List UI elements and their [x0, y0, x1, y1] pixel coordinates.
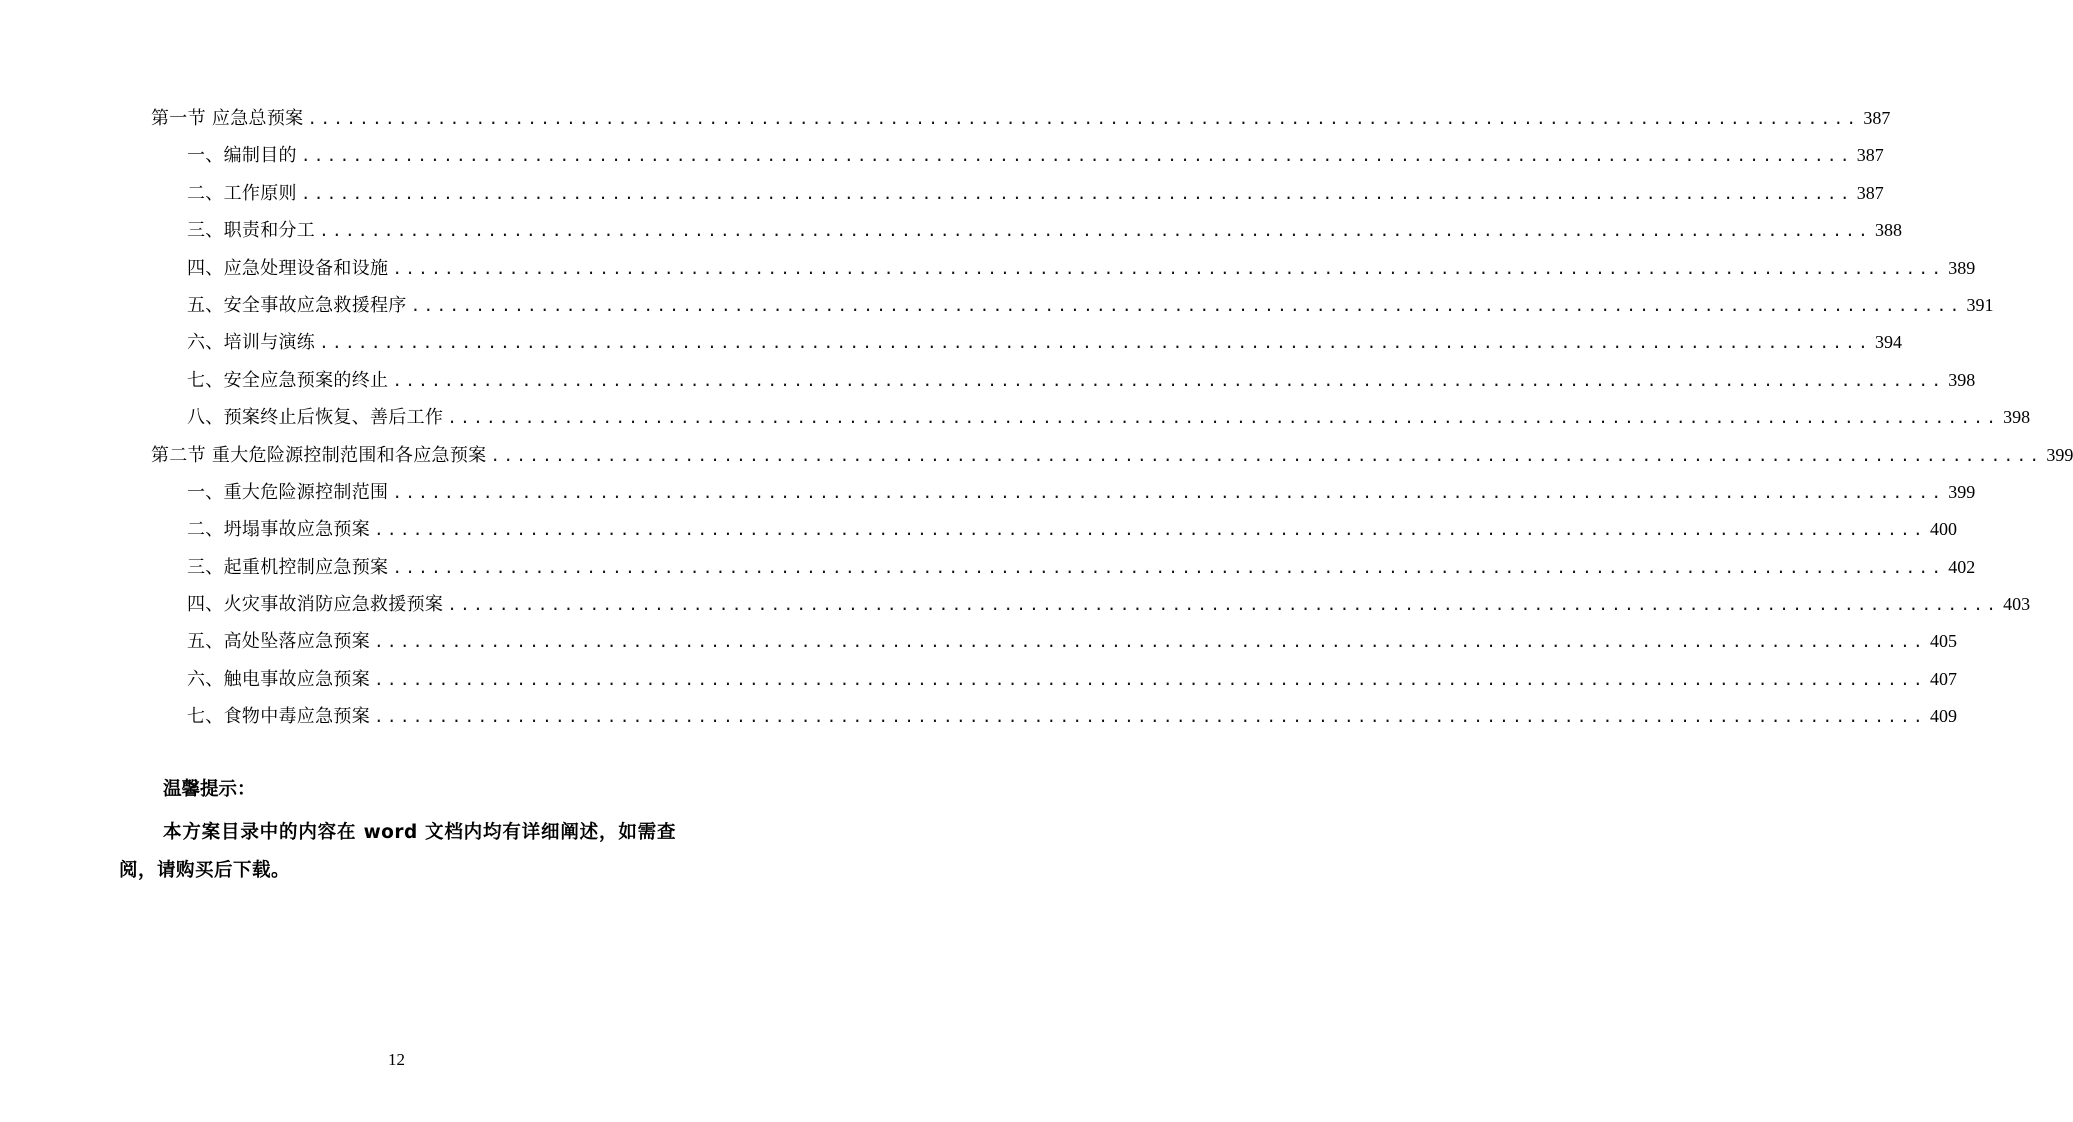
- toc-dot-leader: ........................................................................................................................: [392, 557, 1945, 577]
- toc-dot-leader: ........................................................................................................................: [447, 408, 2000, 428]
- toc-row: [0, 137, 1884, 174]
- toc-dot-leader: ........................................................................................................................: [374, 632, 1926, 652]
- toc-entry-page-number: 398: [1948, 369, 1976, 390]
- toc-entry-page-number: 387: [1856, 182, 1884, 203]
- toc-row: [0, 437, 2073, 474]
- toc-entry-page-number: 394: [1875, 332, 1903, 353]
- toc-row: [0, 549, 1976, 586]
- toc-subsection-entry[interactable]: [187, 294, 1994, 317]
- toc-entry-page-number: 399: [2046, 444, 2073, 465]
- tip-body: 本方案目录中的内容在 word 文档内均有详细阐述，如需查阅，请购买后下载。: [119, 822, 676, 881]
- toc-entry-title: 八、预案终止后恢复、善后工作: [187, 407, 444, 429]
- toc-subsection-entry[interactable]: [187, 630, 1957, 653]
- toc-entry-title: 七、食物中毒应急预案: [187, 706, 370, 728]
- toc-row: [0, 474, 1976, 511]
- toc-row: [0, 212, 1903, 249]
- toc-entry-page-number: 398: [2003, 407, 2031, 428]
- toc-entry-page-number: 405: [1929, 631, 1957, 652]
- toc-entry-page-number: 407: [1929, 668, 1957, 689]
- toc-section-entry[interactable]: [151, 107, 1891, 130]
- toc-entry-page-number: 391: [1966, 294, 1994, 315]
- tip-heading: 温馨提示：: [163, 779, 256, 800]
- toc-subsection-entry[interactable]: [187, 144, 1884, 167]
- toc-entry-title: 第一节 应急总预案: [151, 108, 304, 129]
- toc-row: [0, 250, 1976, 287]
- toc-subsection-entry[interactable]: [187, 257, 1976, 280]
- toc-dot-leader: ........................................................................................................................: [374, 669, 1926, 689]
- toc-dot-leader: ........................................................................................................................: [490, 445, 2043, 465]
- toc-entry-page-number: 389: [1948, 257, 1976, 278]
- toc-entry-page-number: 399: [1948, 481, 1976, 502]
- toc-entry-page-number: 402: [1948, 556, 1976, 577]
- toc-dot-leader: ........................................................................................................................: [300, 183, 1853, 203]
- toc-row: [0, 362, 1976, 399]
- toc-entry-title: 第二节 重大危险源控制范围和各应急预案: [151, 444, 487, 466]
- page-number: 12: [388, 1050, 405, 1069]
- toc-subsection-entry[interactable]: [187, 556, 1976, 579]
- toc-entry-page-number: 388: [1875, 220, 1903, 241]
- toc-subsection-entry[interactable]: [187, 668, 1957, 691]
- toc-dot-leader: ........................................................................................................................: [319, 333, 1872, 353]
- toc-entry-title: 一、编制目的: [187, 145, 297, 167]
- toc-section-entry[interactable]: [151, 444, 2073, 467]
- toc-subsection-entry[interactable]: [187, 406, 2031, 429]
- toc-entry-title: 四、应急处理设备和设施: [187, 257, 389, 279]
- toc-dot-leader: ........................................................................................................................: [447, 595, 2000, 615]
- toc-dot-leader: ........................................................................................................................: [392, 482, 1945, 502]
- toc-dot-leader: ........................................................................................................................: [410, 295, 1963, 315]
- toc-subsection-entry[interactable]: [187, 331, 1903, 354]
- toc-subsection-entry[interactable]: [187, 219, 1903, 242]
- toc-row: [0, 324, 1903, 361]
- toc-subsection-entry[interactable]: [187, 182, 1884, 205]
- toc-entry-title: 五、安全事故应急救援程序: [187, 294, 407, 316]
- toc-entry-title: 六、培训与演练: [187, 332, 316, 354]
- toc-entry-title: 五、高处坠落应急预案: [187, 631, 370, 653]
- toc-entry-title: 二、工作原则: [187, 182, 297, 204]
- toc-row: [0, 623, 1957, 660]
- toc-dot-leader: ........................................................................................................................: [392, 258, 1945, 278]
- toc-entry-page-number: 409: [1929, 706, 1957, 727]
- toc-row: [0, 175, 1884, 212]
- toc-row: [0, 100, 1891, 137]
- toc-dot-leader: ........................................................................................................................: [392, 370, 1945, 390]
- toc-row: [0, 661, 1957, 698]
- toc-entry-page-number: 400: [1929, 519, 1957, 540]
- toc-subsection-entry[interactable]: [187, 481, 1976, 504]
- toc-subsection-entry[interactable]: [187, 705, 1957, 728]
- toc-row: [0, 511, 1957, 548]
- toc-entry-title: 四、火灾事故消防应急救援预案: [187, 594, 444, 616]
- toc-entry-title: 三、职责和分工: [187, 220, 316, 242]
- toc-dot-leader: ........................................................................................................................: [300, 146, 1853, 166]
- toc-subsection-entry[interactable]: [187, 369, 1976, 392]
- table-of-contents: [0, 100, 2073, 736]
- toc-subsection-entry[interactable]: [187, 593, 2031, 616]
- toc-row: [0, 698, 1957, 735]
- toc-dot-leader: ........................................................................................................................: [374, 520, 1926, 540]
- toc-row: [0, 399, 2031, 436]
- toc-entry-title: 六、触电事故应急预案: [187, 668, 370, 690]
- toc-entry-page-number: 387: [1856, 145, 1884, 166]
- toc-entry-page-number: 403: [2003, 594, 2031, 615]
- toc-entry-title: 二、坍塌事故应急预案: [187, 519, 370, 541]
- toc-dot-leader: ........................................................................................................................: [319, 221, 1872, 241]
- toc-subsection-entry[interactable]: [187, 518, 1957, 541]
- toc-dot-leader: ........................................................................................................................: [374, 707, 1926, 727]
- toc-entry-title: 一、重大危险源控制范围: [187, 481, 389, 503]
- toc-entry-page-number: 387: [1863, 108, 1891, 128]
- toc-entry-title: 三、起重机控制应急预案: [187, 556, 389, 578]
- toc-entry-title: 七、安全应急预案的终止: [187, 369, 389, 391]
- toc-row: [0, 287, 1994, 324]
- toc-dot-leader: ........................................................................................................................: [307, 109, 1860, 128]
- toc-row: [0, 586, 2031, 623]
